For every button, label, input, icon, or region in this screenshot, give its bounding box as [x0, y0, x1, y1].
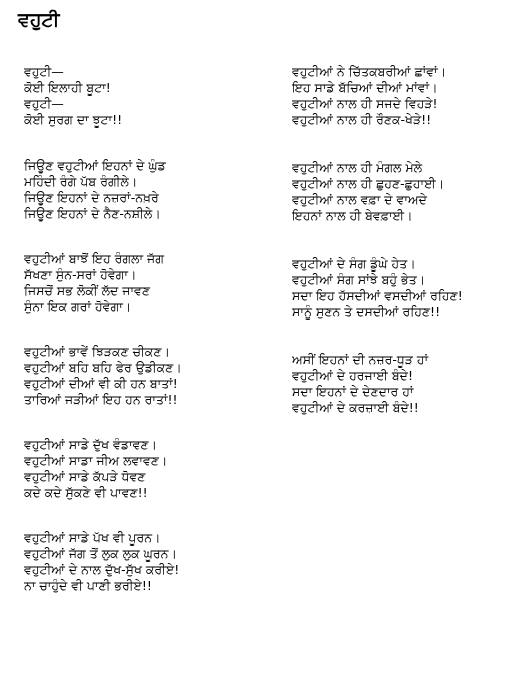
verse-line: ਵਹੁਟੀਆਂ ਦੀਆਂ ਵੀ ਕੀ ਹਨ ਬਾਤਾਂ! [24, 376, 178, 391]
verse-line: ਵਹੁਟੀਆਂ ਨਾਲ ਹੀ ਸਜਦੇ ਵਿਹੜੇ! [292, 96, 438, 111]
verse-line: ਵਹੁਟੀਆਂ ਸਾਡੇ ਕੱਪੜੇ ਧੋਵਣ [24, 469, 146, 484]
verse-line: ਇਹ ਸਾਡੇ ਬੱਚਿਆਂ ਦੀਆਂ ਮਾਂਵਾਂ। [292, 80, 438, 95]
verse-line: ਨਾ ਚਾਹੁੰਦੇ ਵੀ ਪਾਣੀ ਭਰੀਏ!! [24, 578, 152, 593]
verse-line: ਵਹੁਟੀਆਂ ਸਾਡੇ ਦੁੱਖ ਵੰਡਾਵਣ। [24, 437, 157, 452]
verse-line: ਵਹੁਟੀਆਂ ਦੇ ਸੰਗ ਡੂੰਘੇ ਹੇਤ। [292, 256, 416, 271]
verse-line: ਸਾਨੂੰ ਸੁਣਨ ਤੇ ਦਸਦੀਆਂ ਰਹਿਣ!! [292, 304, 441, 319]
verse-line: ਜਿਊਣ ਇਹਨਾਂ ਦੇ ਨਜ਼ਰਾਂ-ਨਖ਼ਰੇ [24, 190, 159, 205]
verse-line: ਮਹਿੰਦੀ ਰੰਗੇ ਪੱਬ ਰੰਗੀਲੇ। [24, 174, 138, 189]
verse-line: ਵਹੁਟੀਆਂ ਨੇ ਚਿੱਤਕਬਰੀਆਂ ਛਾਂਵਾਂ। [292, 64, 447, 79]
stanza [292, 256, 514, 320]
verse-line: ਵਹੁਟੀਆਂ ਦੇ ਕਰਜ਼ਾਈ ਬੰਦੇ!! [292, 400, 419, 415]
stanza [292, 64, 514, 128]
verse-line: ਜਿਸਚੋਂ ਸਭ ਲੋਕੀਂ ਲੱਦ ਜਾਵਣ [24, 283, 150, 298]
verse-line: ਕਦੇ ਕਦੇ ਸੁੱਕਣੇ ਵੀ ਪਾਵਣ!! [24, 485, 148, 500]
verse-line: ਵਹੁਟੀਆਂ ਸਾਡੇ ਪੱਖ ਵੀ ਪੂਰਨ। [24, 530, 161, 545]
right-column [292, 64, 514, 448]
verse-line: ਵਹੁਟੀਆਂ ਨਾਲ ਹੀ ਛੁਹਣ-ਛੁਹਾਈ। [292, 176, 445, 191]
stanza [24, 344, 274, 408]
verse-line: ਵਹੁਟੀਆਂ ਜੱਗ ਤੋਂ ਲੁਕ ਲੁਕ ਘੂਰਨ। [24, 546, 177, 561]
stanza [24, 251, 274, 315]
verse-line: ਵਹੁਟੀਆਂ ਨਾਲ ਹੀ ਮੰਗਲ ਮੇਲੇ [292, 160, 423, 175]
verse-line: ਵਹੁਟੀਆਂ ਬਹਿ ਬਹਿ ਫੇਰ ਉਡੀਕਣ। [24, 360, 182, 375]
verse-line: ਸੱਖਣਾ ਸੁੰਨ-ਸਰਾਂ ਹੋਵੇਗਾ। [24, 267, 137, 282]
stanza [24, 64, 274, 128]
stanza [24, 437, 274, 501]
verse-line: ਵਹੁਟੀਆਂ ਦੇ ਨਾਲ ਦੁੱਖ-ਸੁੱਖ ਕਰੀਏ! [24, 562, 180, 577]
verse-line: ਜਿਊਣ ਵਹੁਟੀਆਂ ਇਹਨਾਂ ਦੇ ਘੁੰਡ [24, 158, 166, 173]
verse-line: ਵਹੁਟੀਆਂ ਬਾਝੋਂ ਇਹ ਰੰਗਲਾ ਜੱਗ [24, 251, 164, 266]
verse-line: ਕੋਈ ਇਲਾਹੀ ਬੂਟਾ! [24, 80, 111, 95]
verse-line: ਵਹੁਟੀਆਂ ਨਾਲ ਵਫ਼ਾ ਦੇ ਵਾਅਦੇ [292, 192, 427, 207]
stanza [292, 160, 514, 224]
stanza [24, 158, 274, 222]
verse-line: ਸਦਾ ਇਹਨਾਂ ਦੇ ਦੇਣਦਾਰ ਹਾਂ [292, 384, 414, 399]
verse-line: ਵਹੁਟੀ— [24, 64, 64, 79]
verse-line: ਇਹਨਾਂ ਨਾਲ ਹੀ ਬੇਵਫ਼ਾਈ। [292, 208, 413, 223]
stanza [24, 530, 274, 594]
verse-line: ਅਸੀਂ ਇਹਨਾਂ ਦੀ ਨਜ਼ਰ-ਧੂੜ ਹਾਂ [292, 352, 429, 367]
verse-line: ਵਹੁਟੀਆਂ ਨਾਲ ਹੀ ਰੌਣਕ-ਖੇੜੇ!! [292, 112, 432, 127]
verse-line: ਵਹੁਟੀਆਂ ਸਾਡਾ ਜੀਅ ਲਵਾਵਣ। [24, 453, 168, 468]
verse-line: ਵਹੁਟੀਆਂ ਸੰਗ ਸਾਂਝੇ ਬਹੁੰ ਭੇਤ। [292, 272, 426, 287]
verse-line: ਕੋਈ ਸੁਰਗ ਦਾ ਝੂਟਾ!! [24, 112, 123, 127]
verse-line: ਜਿਊਣ ਇਹਨਾਂ ਦੇ ਨੈਣ-ਨਸ਼ੀਲੇ। [24, 206, 161, 221]
verse-line: ਤਾਰਿਆਂ ਜੜੀਆਂ ਇਹ ਹਨ ਰਾਤਾਂ!! [24, 392, 178, 407]
verse-line: ਵਹੁਟੀਆਂ ਦੇ ਹਰਜਾਈ ਬੰਦੇ! [292, 368, 413, 383]
verse-line: ਵਹੁਟੀਆਂ ਭਾਵੇਂ ਝਿੜਕਣ ਚੀਕਣ। [24, 344, 170, 359]
poem-title: ਵਹੁਟੀ [18, 9, 60, 31]
stanza [292, 352, 514, 416]
left-column [24, 64, 274, 623]
verse-line: ਸਦਾ ਇਹ ਹੱਸਦੀਆਂ ਵਸਦੀਆਂ ਰਹਿਣ! [292, 288, 463, 303]
verse-line: ਵਹੁਟੀ— [24, 96, 64, 111]
verse-line: ਸੁੰਨਾ ਇਕ ਗਰਾਂ ਹੋਵੇਗਾ। [24, 299, 132, 314]
